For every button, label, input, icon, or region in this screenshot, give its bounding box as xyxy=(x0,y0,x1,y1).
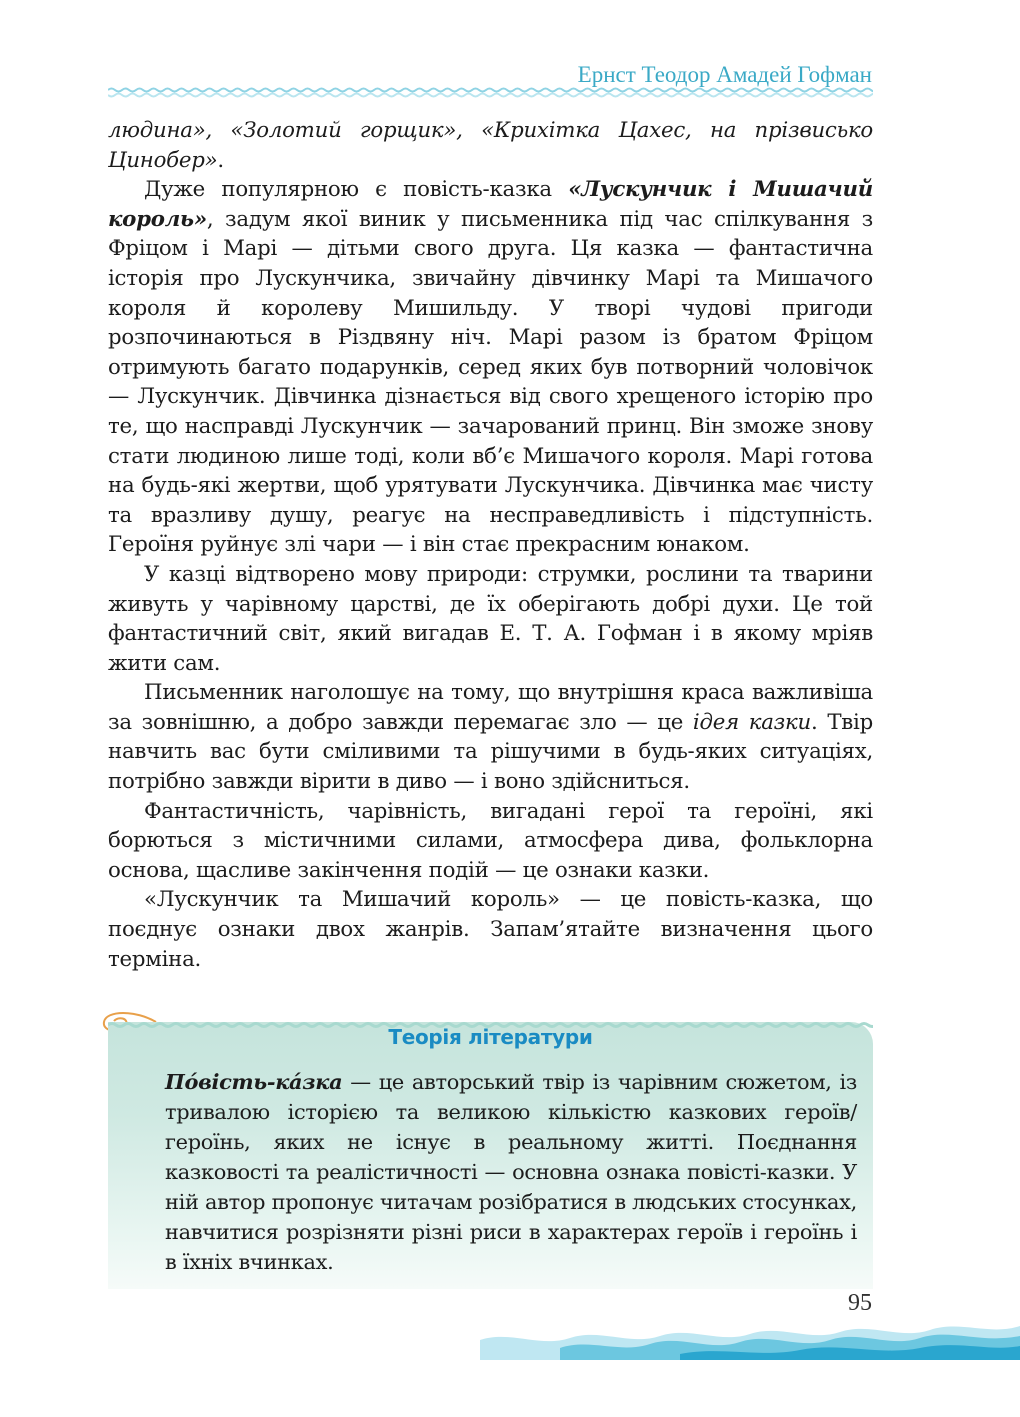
text-run: «Лускунчик та Мишачий король» — це повість-казка, що поєднує ознаки двох жанрів. Запам’ятайте визначення цього терміна. xyxy=(108,887,873,972)
text-run: , задум якої виник у письменника під час спілкування з Фріцом і Марі — дітьми свого друга. Ця казка — фантастична історія про Лускунчика, звичайну дівчинку Марі та Мишачого короля й королеву Мишильду. У творі чудові пригоди розпочинаються в Різдвяну ніч. Марі разом із братом Фріцом отримують багато подарунків, серед яких був потворний чоловічок — Лускунчик. Дівчинка дізнається від свого хрещеного історію про те, що насправді Лускунчик — зачарований принц. Він зможе знову стати людиною лише тоді, коли вб’є Мишачого короля. Марі готова на будь-які жертви, щоб урятувати Лускунчика. Дівчинка має чисту та вразливу душу, реагує на несправедливість і підступність. Героїня руйнує злі чари — і він стає прекрасним юнаком. xyxy=(108,206,873,558)
emphasized-text: ідея казки xyxy=(692,709,811,735)
paragraph xyxy=(108,885,873,974)
emphasized-text: «Лускунчик і Мишачий король» xyxy=(108,177,874,232)
text-run: . xyxy=(217,147,224,173)
footer-wave-ornament xyxy=(480,1310,1020,1360)
theory-title: Теорія літератури xyxy=(388,1025,593,1049)
paragraph xyxy=(108,560,873,678)
text-run: Дуже популярною є повість-казка xyxy=(144,177,569,203)
text-run: Фантастичність, чарівність, вигадані герої та героїні, які борються з містичними силами, атмосфера дива, фольклорна основа, щасливе закінчення подій — це ознаки казки. xyxy=(108,798,873,883)
text-run: . Твір навчить вас бути сміливими та рішучими в будь-яких ситуаціях, потрібно завжди вірити в диво — і воно здійсниться. xyxy=(108,709,873,795)
text-run: У казці відтворено мову природи: струмки, рослини та тварини живуть у чарівному царстві, де їх оберігають добрі духи. Це той фантастичний світ, який вигадав Е. Т. А. Гофман і в якому мріяв жити сам. xyxy=(108,561,873,676)
paragraph xyxy=(108,678,873,796)
page-number: 95 xyxy=(848,1290,872,1316)
header-wave-ornament xyxy=(108,85,873,99)
text-run: Письменник наголошує на тому, що внутрішня краса важливіша за зовнішню, а добро завжди перемагає зло — це xyxy=(108,680,873,735)
paragraph xyxy=(108,175,873,560)
paragraph xyxy=(108,116,873,175)
theory-definition-text: — це авторський твір із чарівним сюжетом, із тривалою історією та великою кількістю казкових героїв/героїнь, яких не існує в реальному житті. Поєднання казковості та реалістичності — основна ознака повісті-казки. У ній автор пропонує читачам розібратися в людських стосунках, навчитися розрізняти різні риси в характерах героїв і героїнь і в їхніх вчинках. xyxy=(165,1070,857,1274)
theory-definition xyxy=(165,1067,857,1277)
theory-term: Пóвість-кáзка xyxy=(165,1069,343,1094)
paragraph xyxy=(108,797,873,886)
emphasized-text: людина», «Золотий горщик», «Крихітка Цахес, на прізвисько Цинобер» xyxy=(108,118,873,173)
running-head: Ернст Теодор Амадей Гофман xyxy=(577,62,872,87)
main-text xyxy=(108,116,873,974)
